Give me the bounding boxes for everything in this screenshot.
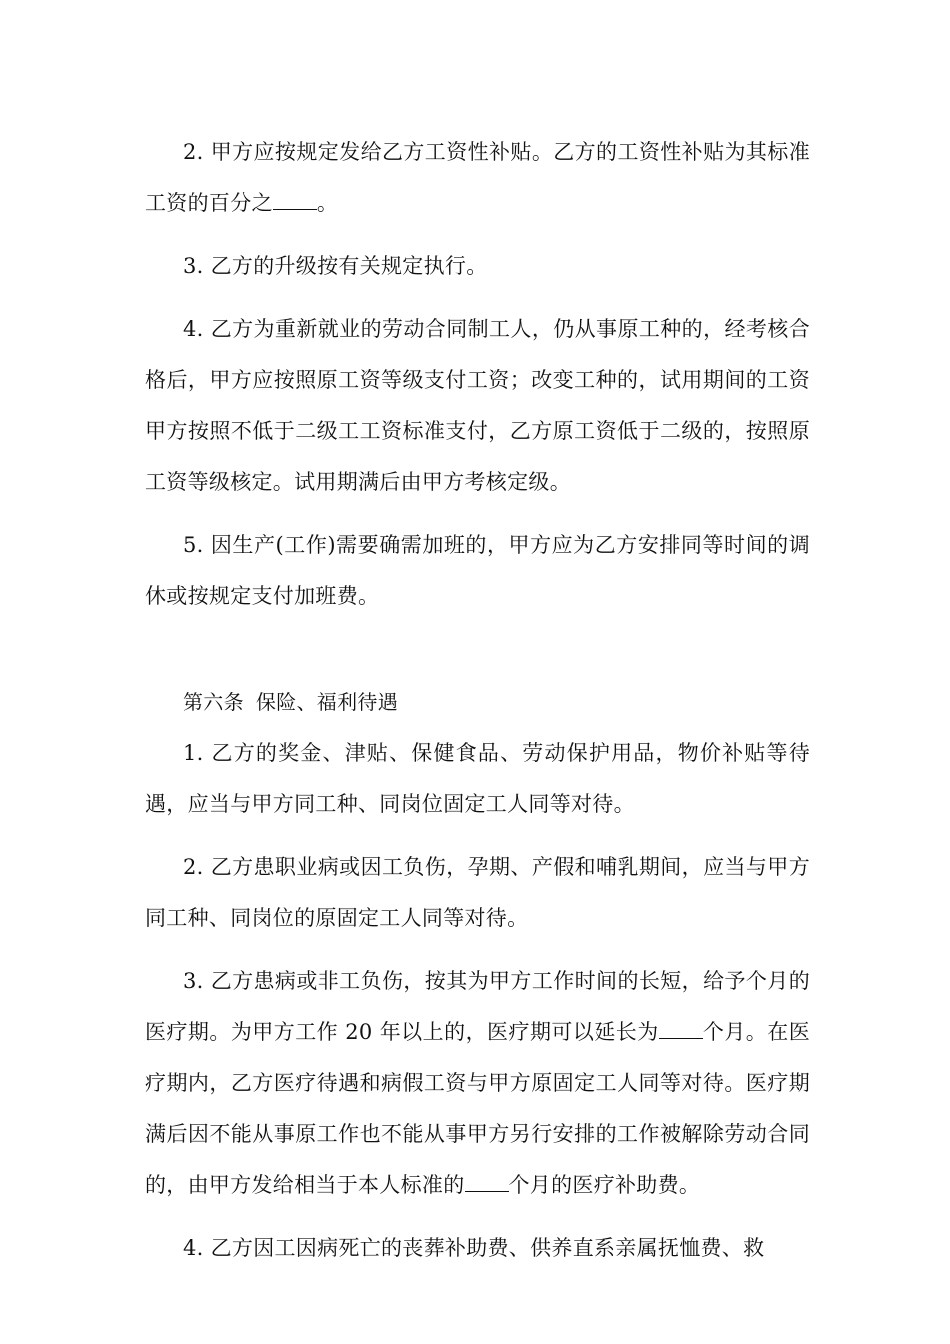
fill-in-blank [465, 1173, 509, 1192]
paragraph [145, 127, 810, 229]
section-number: 第六条 [183, 690, 244, 714]
paragraph-text: 3. 乙方的升级按有关规定执行。 [183, 254, 488, 278]
paragraph-group-insurance [145, 728, 810, 1274]
paragraph-text: 5. 因生产(工作)需要确需加班的，甲方应为乙方安排同等时间的调休或按规定支付加班费。 [145, 533, 810, 608]
paragraph [145, 728, 810, 830]
paragraph [145, 241, 810, 292]
paragraph [145, 1223, 810, 1274]
paragraph-text: 3. 乙方患病或非工负伤，按其为甲方工作时间的长短，给予个月的医疗期。为甲方工作 20 年以上的，医疗期可以延长为 [145, 969, 810, 1044]
fill-in-blank [273, 191, 317, 210]
paragraph-text: 1. 乙方的奖金、津贴、保健食品、劳动保护用品，物价补贴等待遇，应当与甲方同工种、同岗位固定工人同等对待。 [145, 741, 810, 816]
paragraph-group-wages [145, 127, 810, 622]
paragraph-text: 4. 乙方为重新就业的劳动合同制工人，仍从事原工种的，经考核合格后，甲方应按照原工资等级支付工资；改变工种的，试用期间的工资甲方按照不低于二级工工资标准支付，乙方原工资低于二级的，按照原工资等级核定。试用期满后由甲方考核定级。 [145, 317, 810, 494]
section-name: 保险、福利待遇 [255, 690, 399, 714]
paragraph [145, 842, 810, 944]
paragraph [145, 304, 810, 508]
document-page [145, 127, 810, 1286]
section-title [145, 680, 810, 724]
paragraph-text: 2. 乙方患职业病或因工负伤，孕期、产假和哺乳期间，应当与甲方同工种、同岗位的原固定工人同等对待。 [145, 855, 810, 930]
paragraph-text: 个月。在医疗期内，乙方医疗待遇和病假工资与甲方原固定工人同等对待。医疗期满后因不能从事原工作也不能从事甲方另行安排的工作被解除劳动合同的，由甲方发给相当于本人标准的 [145, 1020, 811, 1197]
paragraph-text: 4. 乙方因工因病死亡的丧葬补助费、供养直系亲属抚恤费、救 [183, 1236, 765, 1260]
paragraph [145, 956, 810, 1211]
paragraph-text: 个月的医疗补助费。 [508, 1173, 701, 1197]
paragraph-text: 。 [316, 191, 339, 215]
paragraph-text: 2. 甲方应按规定发给乙方工资性补贴。乙方的工资性补贴为其标准工资的百分之 [145, 140, 810, 215]
paragraph [145, 520, 810, 622]
fill-in-blank [659, 1020, 703, 1039]
